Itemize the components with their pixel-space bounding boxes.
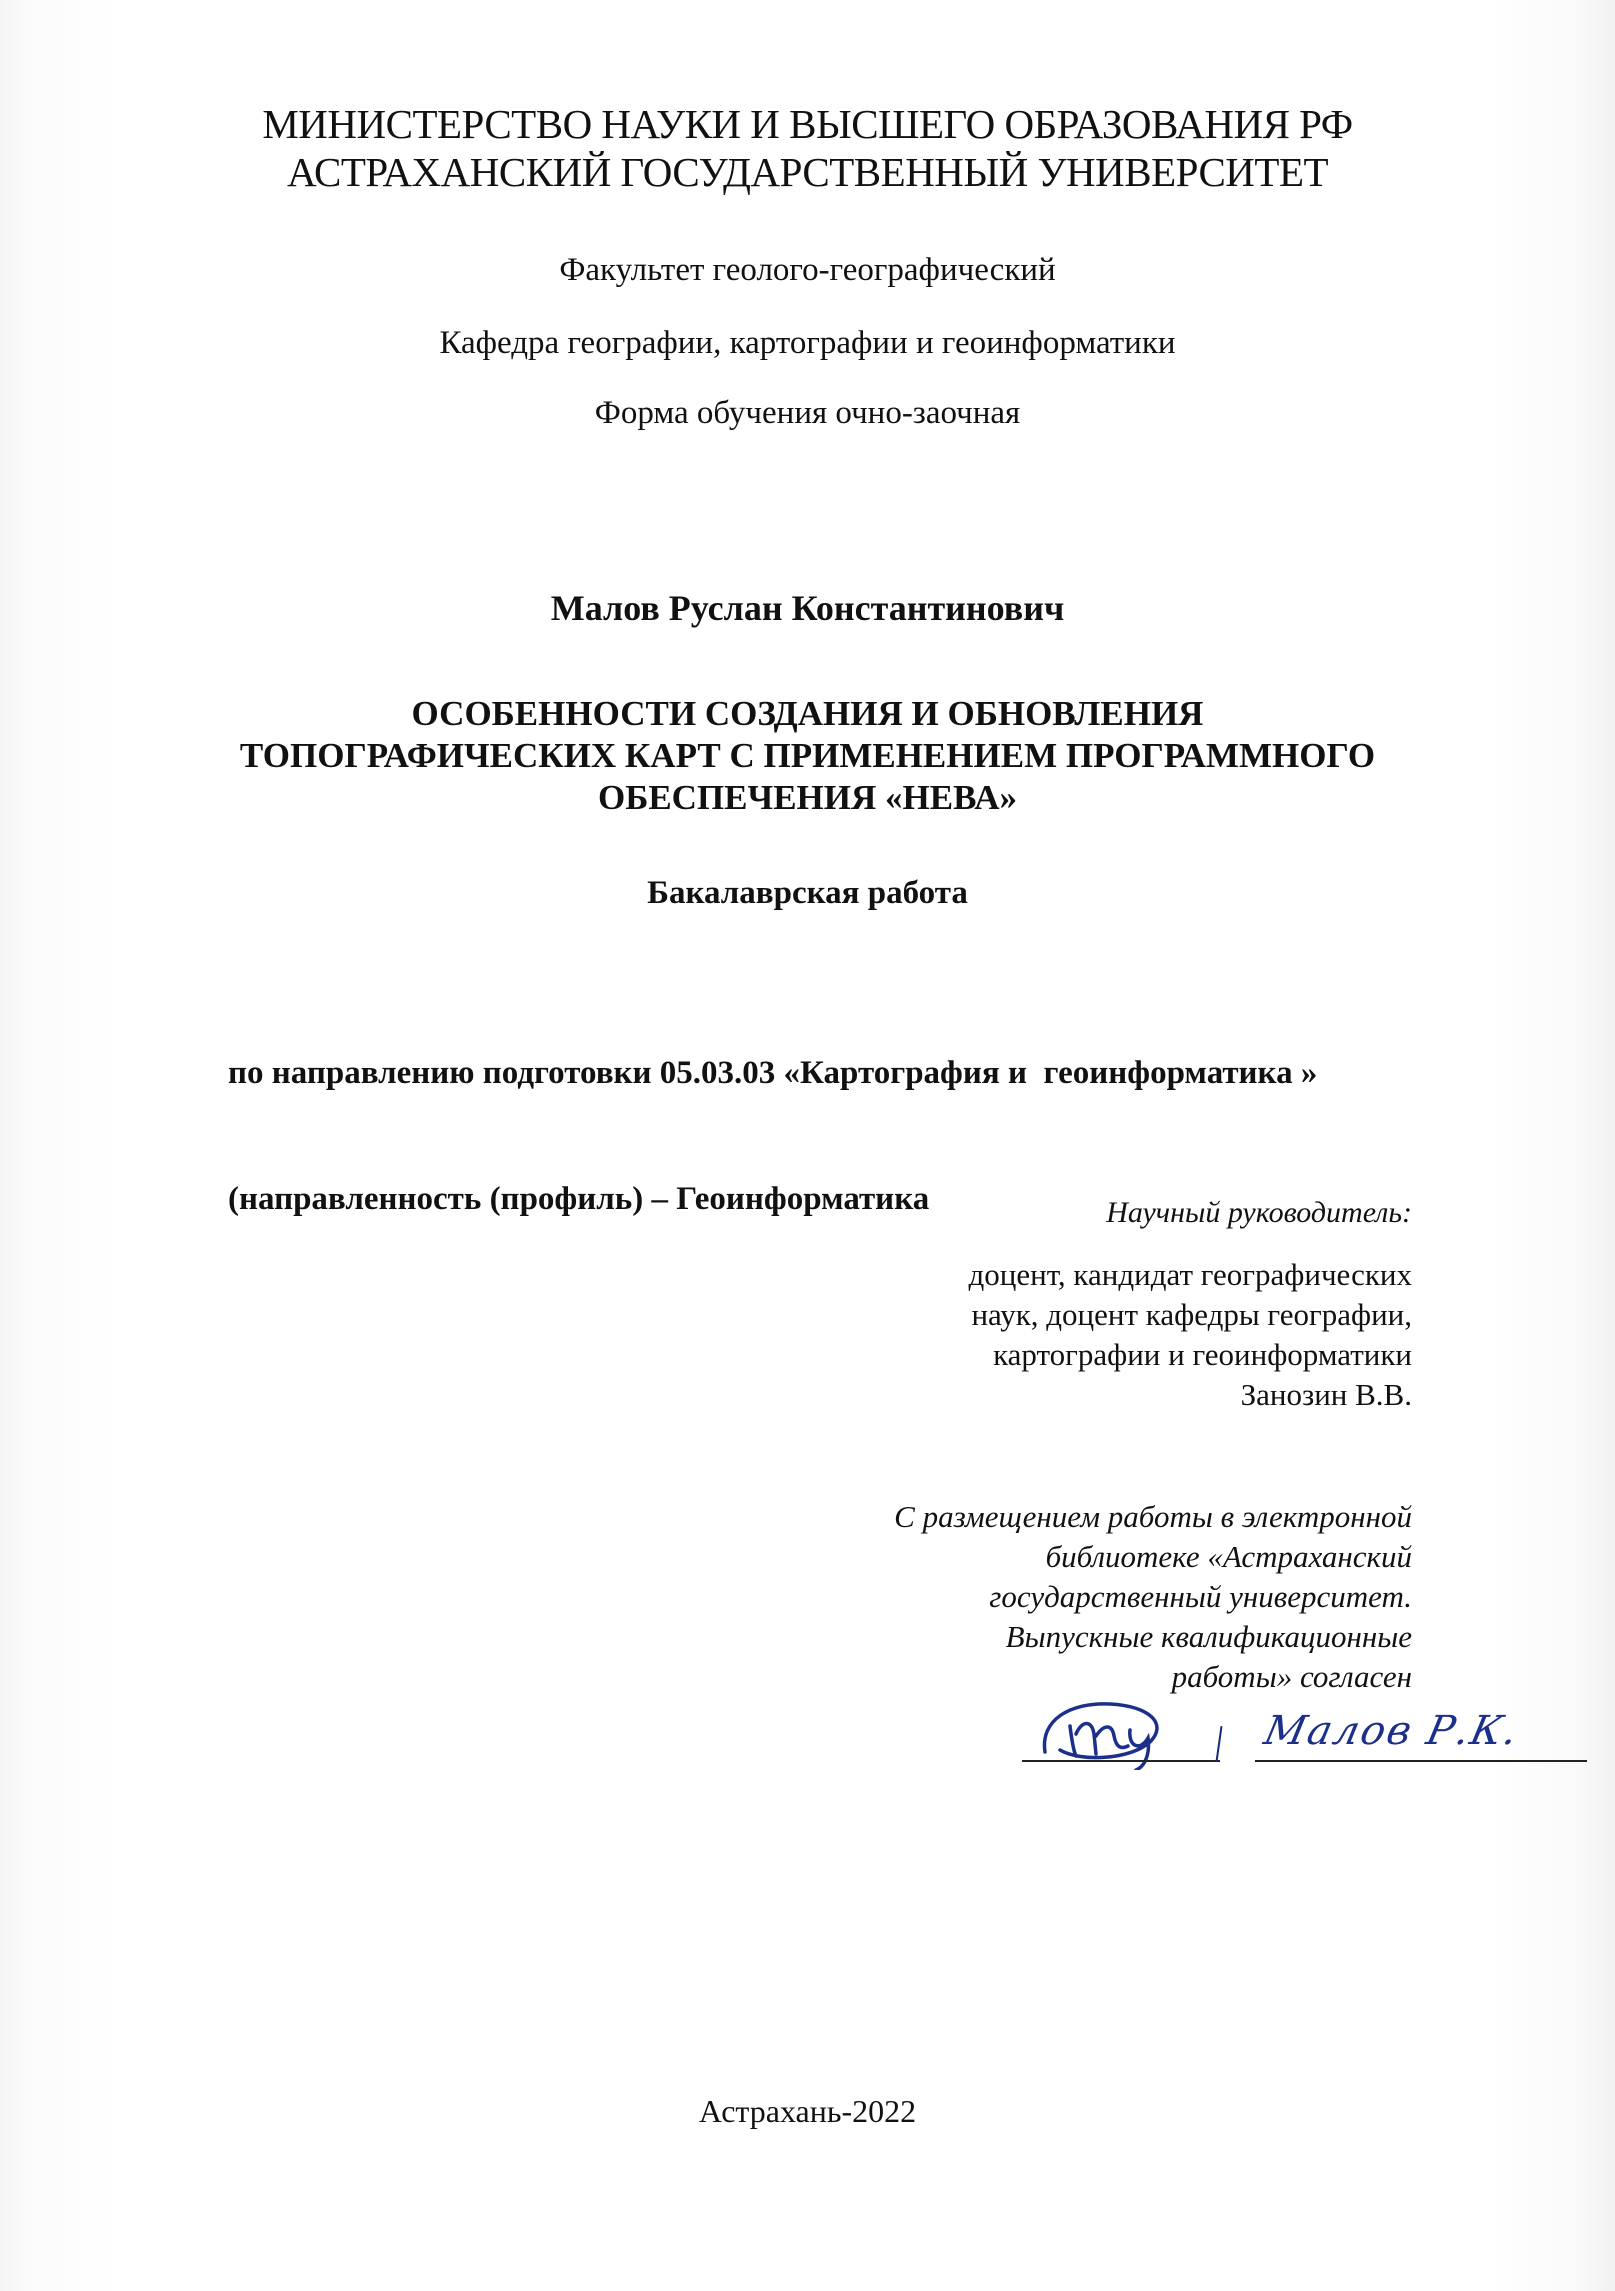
signature-line: [1022, 1760, 1220, 1762]
supervisor-info-line: доцент, кандидат географических: [968, 1257, 1412, 1292]
university-name: АСТРАХАНСКИЙ ГОСУДАРСТВЕННЫЙ УНИВЕРСИТЕТ: [286, 149, 1329, 195]
supervisor-info: [968, 1255, 1412, 1415]
ministry-name: МИНИСТЕРСТВО НАУКИ И ВЫСШЕГО ОБРАЗОВАНИЯ РФ: [262, 101, 1353, 147]
consent-line: С размещением работы в электронной: [894, 1499, 1412, 1534]
city-year: Астрахань-2022: [698, 2093, 917, 2129]
supervisor-name: Занозин В.В.: [1240, 1377, 1412, 1412]
signature-handwritten-name: Малов Р.К.: [1260, 1708, 1524, 1754]
title-line: ОСОБЕННОСТИ СОЗДАНИЯ И ОБНОВЛЕНИЯ: [411, 694, 1204, 733]
ministry-header: [0, 100, 1615, 196]
consent-line: библиотеке «Астраханский: [1045, 1539, 1412, 1574]
library-consent: [894, 1497, 1412, 1697]
name-line: [1255, 1760, 1587, 1762]
supervisor-info-line: наук, доцент кафедры географии,: [971, 1297, 1412, 1332]
direction-line: (направленность (профиль) – Геоинформатика: [228, 1181, 930, 1217]
study-form-line: Форма обучения очно-заочная: [594, 395, 1021, 431]
department-line: Кафедра географии, картографии и геоинформатики: [439, 325, 1176, 361]
faculty-line: Факультет геолого-географический: [559, 252, 1056, 288]
author-name: Малов Руслан Константинович: [550, 588, 1065, 628]
supervisor-info-line: картографии и геоинформатики: [993, 1337, 1412, 1372]
title-line: ТОПОГРАФИЧЕСКИХ КАРТ С ПРИМЕНЕНИЕМ ПРОГРАММНОГО: [239, 736, 1376, 775]
signature-block: [1000, 1690, 1600, 1770]
direction-line: по направлению подготовки 05.03.03 «Картография и геоинформатика »: [228, 1055, 1318, 1091]
work-type: Бакалаврская работа: [647, 875, 968, 911]
consent-line: государственный университет.: [989, 1579, 1412, 1614]
supervisor-label: Научный руководитель:: [1106, 1196, 1412, 1229]
title-line: ОБЕСПЕЧЕНИЯ «НЕВА»: [597, 778, 1018, 817]
consent-line: работы» согласен: [1171, 1659, 1412, 1694]
thesis-title: [0, 693, 1615, 819]
consent-line: Выпускные квалификационные: [1005, 1619, 1412, 1654]
signature-scribble: [1000, 1690, 1240, 1770]
study-direction: [228, 968, 1317, 1304]
